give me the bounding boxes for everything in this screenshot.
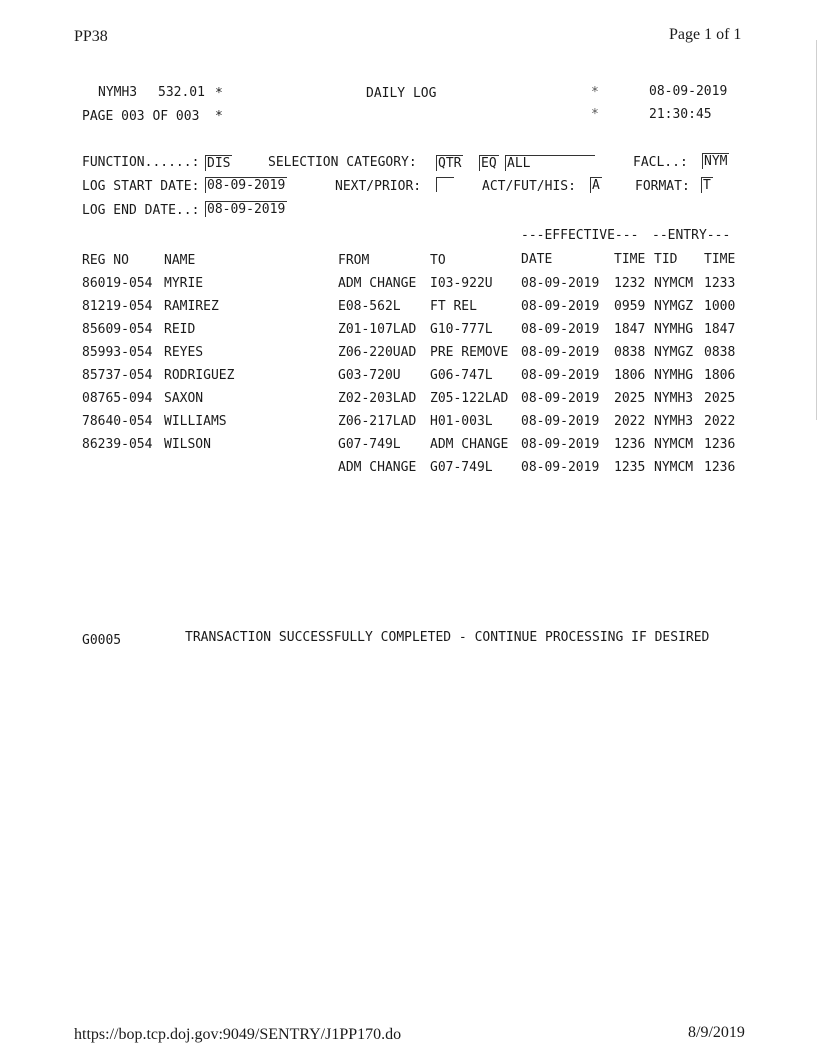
col-tid: TID [654,252,678,267]
cell-entry-time: 1236 [704,437,736,452]
function-field[interactable]: DIS [207,156,231,171]
cell-date: 08-09-2019 [521,368,600,383]
col-time: TIME [614,252,646,267]
cell-tid: NYMHG [654,322,694,337]
cell-name: REID [164,322,196,337]
cell-time: 1847 [614,322,646,337]
cell-date: 08-09-2019 [521,391,600,406]
cell-to: G07-749L [430,460,493,475]
cell-tid: NYMGZ [654,299,694,314]
cell-from: Z02-203LAD [338,391,417,406]
cell-entry-time: 1236 [704,460,736,475]
cell-from: ADM CHANGE [338,460,417,475]
status-message: TRANSACTION SUCCESSFULLY COMPLETED - CONTINUE PROCESSING IF DESIRED [185,630,710,645]
cell-to: FT REL [430,299,477,314]
cell-date: 08-09-2019 [521,276,600,291]
cell-name: RAMIREZ [164,299,219,314]
effective-group-header: ---EFFECTIVE--- [521,228,639,243]
print-header-page: Page 1 of 1 [669,26,742,43]
version-number: 532.01 [158,85,205,100]
page-indicator: PAGE 003 OF 003 [82,109,200,124]
cell-date: 08-09-2019 [521,414,600,429]
cell-date: 08-09-2019 [521,437,600,452]
cell-tid: NYMCM [654,437,694,452]
function-label: FUNCTION......: [82,155,200,170]
act-fut-his-field[interactable]: A [592,178,600,193]
cell-name: WILLIAMS [164,414,227,429]
cell-reg-no: 78640-054 [82,414,153,429]
format-field[interactable]: T [703,178,711,193]
log-start-date-label: LOG START DATE: [82,179,200,194]
cell-tid: NYMGZ [654,345,694,360]
screen-title: DAILY LOG [366,86,437,101]
cell-from: ADM CHANGE [338,276,417,291]
cell-tid: NYMH3 [654,414,694,429]
print-header-left: PP38 [74,28,108,45]
col-to: TO [430,253,446,268]
cell-to: G06-747L [430,368,493,383]
cell-reg-no: 85609-054 [82,322,153,337]
cell-entry-time: 2025 [704,391,736,406]
table-row [0,437,817,455]
cell-name: RODRIGUEZ [164,368,235,383]
cell-time: 0959 [614,299,646,314]
cell-entry-time: 0838 [704,345,736,360]
table-row [0,460,817,478]
cell-to: ADM CHANGE [430,437,509,452]
cell-to: I03-922U [430,276,493,291]
cell-date: 08-09-2019 [521,345,600,360]
cell-reg-no: 86019-054 [82,276,153,291]
col-name: NAME [164,253,196,268]
entry-group-header: --ENTRY--- [652,228,731,243]
format-label: FORMAT: [635,179,690,194]
table-row [0,368,817,386]
cell-time: 2025 [614,391,646,406]
selection-field-qtr[interactable]: QTR [438,156,462,171]
cell-name: WILSON [164,437,211,452]
col-date: DATE [521,252,553,267]
cell-to: PRE REMOVE [430,345,509,360]
cell-time: 1236 [614,437,646,452]
cell-entry-time: 1000 [704,299,736,314]
header-star-3: * [215,109,223,124]
message-code: G0005 [82,633,122,648]
facl-field[interactable]: NYM [704,154,728,169]
cell-tid: NYMHG [654,368,694,383]
cell-date: 08-09-2019 [521,460,600,475]
cell-time: 0838 [614,345,646,360]
cell-date: 08-09-2019 [521,322,600,337]
table-row [0,276,817,294]
cell-time: 2022 [614,414,646,429]
log-start-date-field[interactable]: 08-09-2019 [207,178,286,193]
table-row [0,322,817,340]
cell-reg-no: 86239-054 [82,437,153,452]
selection-field-eq[interactable]: EQ [481,156,497,171]
next-prior-field[interactable] [436,177,454,192]
header-star-4: * [591,107,599,122]
cell-from: G07-749L [338,437,401,452]
cell-entry-time: 1847 [704,322,736,337]
cell-to: Z05-122LAD [430,391,509,406]
cell-time: 1232 [614,276,646,291]
table-row [0,414,817,432]
cell-from: G03-720U [338,368,401,383]
header-star-1: * [215,86,223,101]
cell-tid: NYMCM [654,460,694,475]
cell-time: 1806 [614,368,646,383]
col-from: FROM [338,253,370,268]
header-star-2: * [591,85,599,100]
cell-entry-time: 1233 [704,276,736,291]
selection-category-label: SELECTION CATEGORY: [268,155,417,170]
cell-reg-no: 08765-094 [82,391,153,406]
cell-from: Z01-107LAD [338,322,417,337]
col-entry-time: TIME [704,252,736,267]
table-row [0,299,817,317]
log-end-date-field[interactable]: 08-09-2019 [207,202,286,217]
table-row [0,391,817,409]
screen-date: 08-09-2019 [649,84,728,99]
cell-to: H01-003L [430,414,493,429]
cell-entry-time: 2022 [704,414,736,429]
print-footer-url: https://bop.tcp.doj.gov:9049/SENTRY/J1PP170.do [74,1026,402,1043]
cell-name: SAXON [164,391,204,406]
cell-reg-no: 85993-054 [82,345,153,360]
system-id: NYMH3 [98,85,138,100]
col-reg-no: REG NO [82,253,129,268]
cell-date: 08-09-2019 [521,299,600,314]
cell-entry-time: 1806 [704,368,736,383]
cell-tid: NYMH3 [654,391,694,406]
cell-from: Z06-217LAD [338,414,417,429]
cell-from: E08-562L [338,299,401,314]
cell-reg-no: 81219-054 [82,299,153,314]
next-prior-label: NEXT/PRIOR: [335,179,422,194]
cell-reg-no: 85737-054 [82,368,153,383]
facl-label: FACL..: [633,155,688,170]
print-footer-date: 8/9/2019 [688,1024,745,1041]
act-fut-his-label: ACT/FUT/HIS: [482,179,576,194]
selection-field-all[interactable]: ALL [505,155,595,171]
cell-tid: NYMCM [654,276,694,291]
log-end-date-label: LOG END DATE..: [82,203,200,218]
cell-name: REYES [164,345,204,360]
table-row [0,345,817,363]
cell-time: 1235 [614,460,646,475]
cell-to: G10-777L [430,322,493,337]
cell-name: MYRIE [164,276,204,291]
cell-from: Z06-220UAD [338,345,417,360]
screen-time: 21:30:45 [649,107,712,122]
